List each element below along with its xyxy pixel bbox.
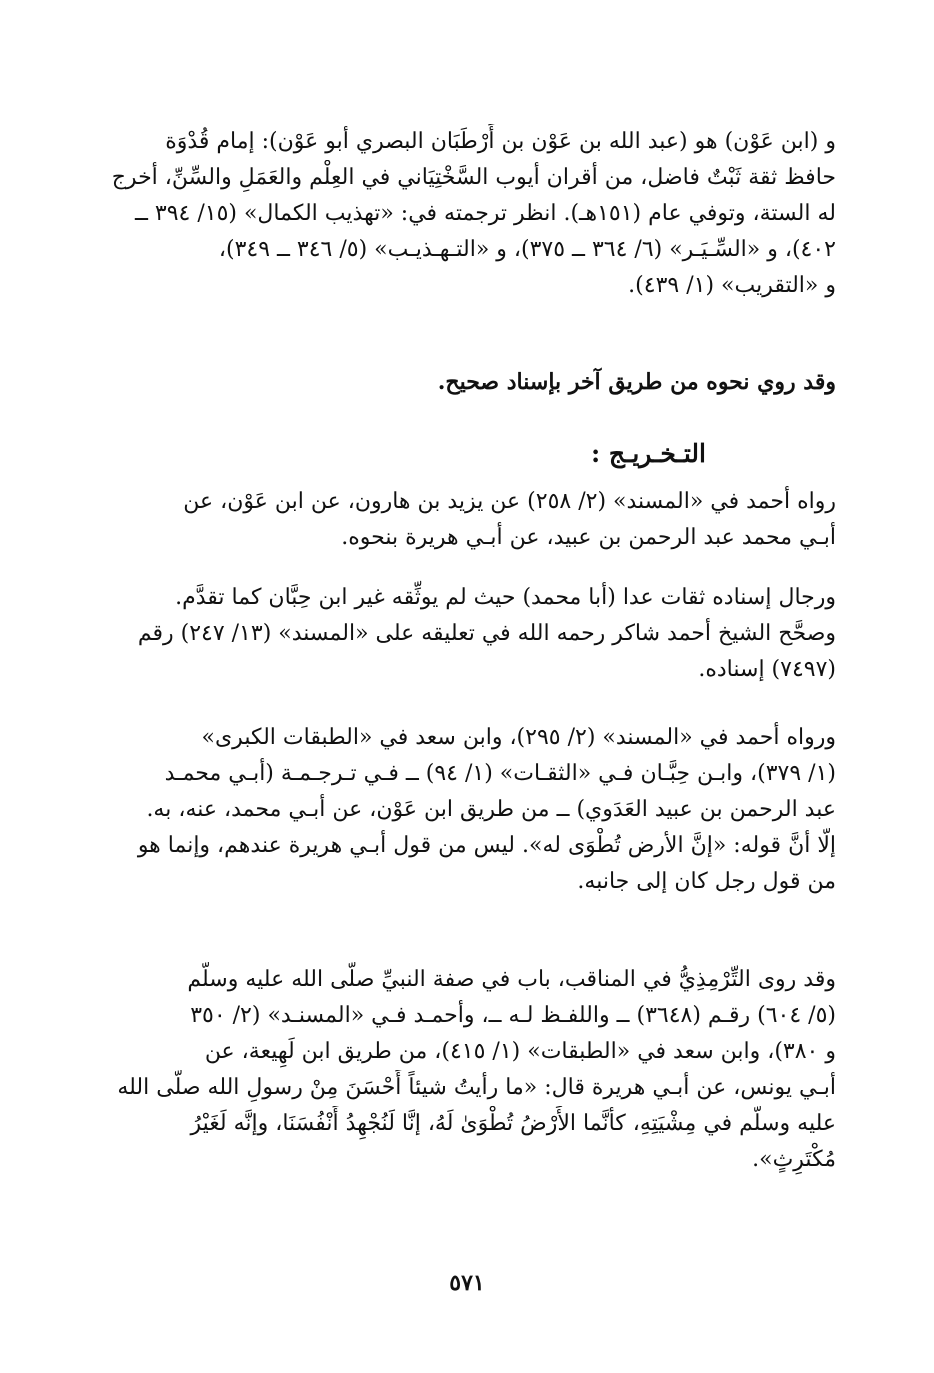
paragraph-ahmad-musnad [106, 484, 836, 556]
text-line: ورجال إسناده ثقات عدا (أبا محمد) حيث لم يوثِّقه غير ابن حِبَّان كما تقدَّم. [175, 585, 836, 610]
section-heading-takhrij: التـخـريـج : [590, 439, 706, 468]
text-line: و ٣٨٠)، وابن سعد في «الطبقات» (١/ ٤١٥)، من طريق ابن لَهِيعة، عن [204, 1039, 836, 1064]
text-line: رواه أحمد في «المسند» (٢/ ٢٥٨) عن يزيد بن هارون، عن ابن عَوْن، عن [183, 489, 836, 514]
text-line: له الستة، وتوفي عام (١٥١هـ). انظر ترجمته في: «تهذيب الكمال» (١٥/ ٣٩٤ ــ [135, 201, 836, 226]
text-line: ٤٠٢)، و «السِّـيَـر» (٦/ ٣٦٤ ــ ٣٧٥)، و «التـهـذيـب» (٥/ ٣٤٦ ــ ٣٤٩)، [218, 237, 836, 262]
text-line: عبد الرحمن بن عبيد العَدَوي) ــ من طريق ابن عَوْن، عن أبـي محمد، عنه، به. [146, 797, 836, 822]
text-line: و «التقريب» (١/ ٤٣٩). [628, 273, 836, 298]
paragraph-other-narrations [106, 720, 836, 900]
text-line: مُكْتَرِثٍ». [752, 1147, 836, 1172]
text-line: (١/ ٣٧٩)، وابـن حِبَّـان فـي «الثقـات» (١/ ٩٤) ــ فـي تـرجـمـة (أبـي محمـد [164, 761, 836, 786]
text-line: وصحَّح الشيخ أحمد شاكر رحمه الله في تعليقه على «المسند» (١٣/ ٢٤٧) رقم [137, 621, 836, 646]
text-line: عليه وسلَّم في مِشْيَتِهِ، كأنَّما الأَرْضُ تُطْوَىٰ لَهُ، إنَّا لَنُجْهِدُ أَنْفُسَنَا، وإنَّه لَغَيْرُ [190, 1111, 836, 1136]
text-line: (٧٤٩٧) إسناده. [698, 657, 836, 682]
paragraph-shakir-authentication [106, 616, 836, 688]
text-line: و (ابن عَوْن) هو (عبد الله بن عَوْن بن أَرْطَبَان البصري أبو عَوْن): إمام قُدْوَة [165, 129, 836, 154]
text-line: إلَّا أنَّ قوله: «إنَّ الأرض تُطْوَى له». ليس من قول أبـي هريرة عندهم، وإنما هو [137, 833, 836, 858]
text-line: من قول رجل كان إلى جانبه. [577, 869, 836, 894]
bold-note [106, 364, 836, 400]
text-line: حافظ ثقة ثَبْتٌ فاضل، من أقران أيوب السَّخْتِيَاني في العِلْم والعَمَلِ والسِّنِّ، أخرج [111, 165, 836, 190]
paragraph-narrators [106, 580, 836, 616]
text-line: (٥/ ٦٠٤) رقـم (٣٦٤٨) ــ واللفـظ لـه ــ، وأحمـد فـي «المسنـد» (٢/ ٣٥٠ [190, 1003, 836, 1028]
text-line: ورواه أحمد في «المسند» (٢/ ٢٩٥)، وابن سعد في «الطبقات الكبرى» [201, 725, 836, 750]
text-line: وقد روي نحوه من طريق آخر بإسناد صحيح. [437, 369, 836, 395]
paragraph-tirmidhi-narration [106, 962, 836, 1178]
paragraph-ibn-awn-biography [106, 124, 836, 304]
page-number: ٥٧١ [449, 1270, 485, 1296]
text-line: أبـي محمد عبد الرحمن بن عبيد، عن أبـي هريرة بنحوه. [341, 525, 836, 550]
text-line: وقد روى التِّرْمِذِيُّ في المناقب، باب في صفة النبيِّ صلَّى الله عليه وسلَّم [187, 967, 836, 992]
text-line: أبـي يونس، عن أبـي هريرة قال: «ما رأيتُ شيئاً أَحْسَنَ مِنْ رسولِ الله صلَّى الله [117, 1075, 836, 1100]
